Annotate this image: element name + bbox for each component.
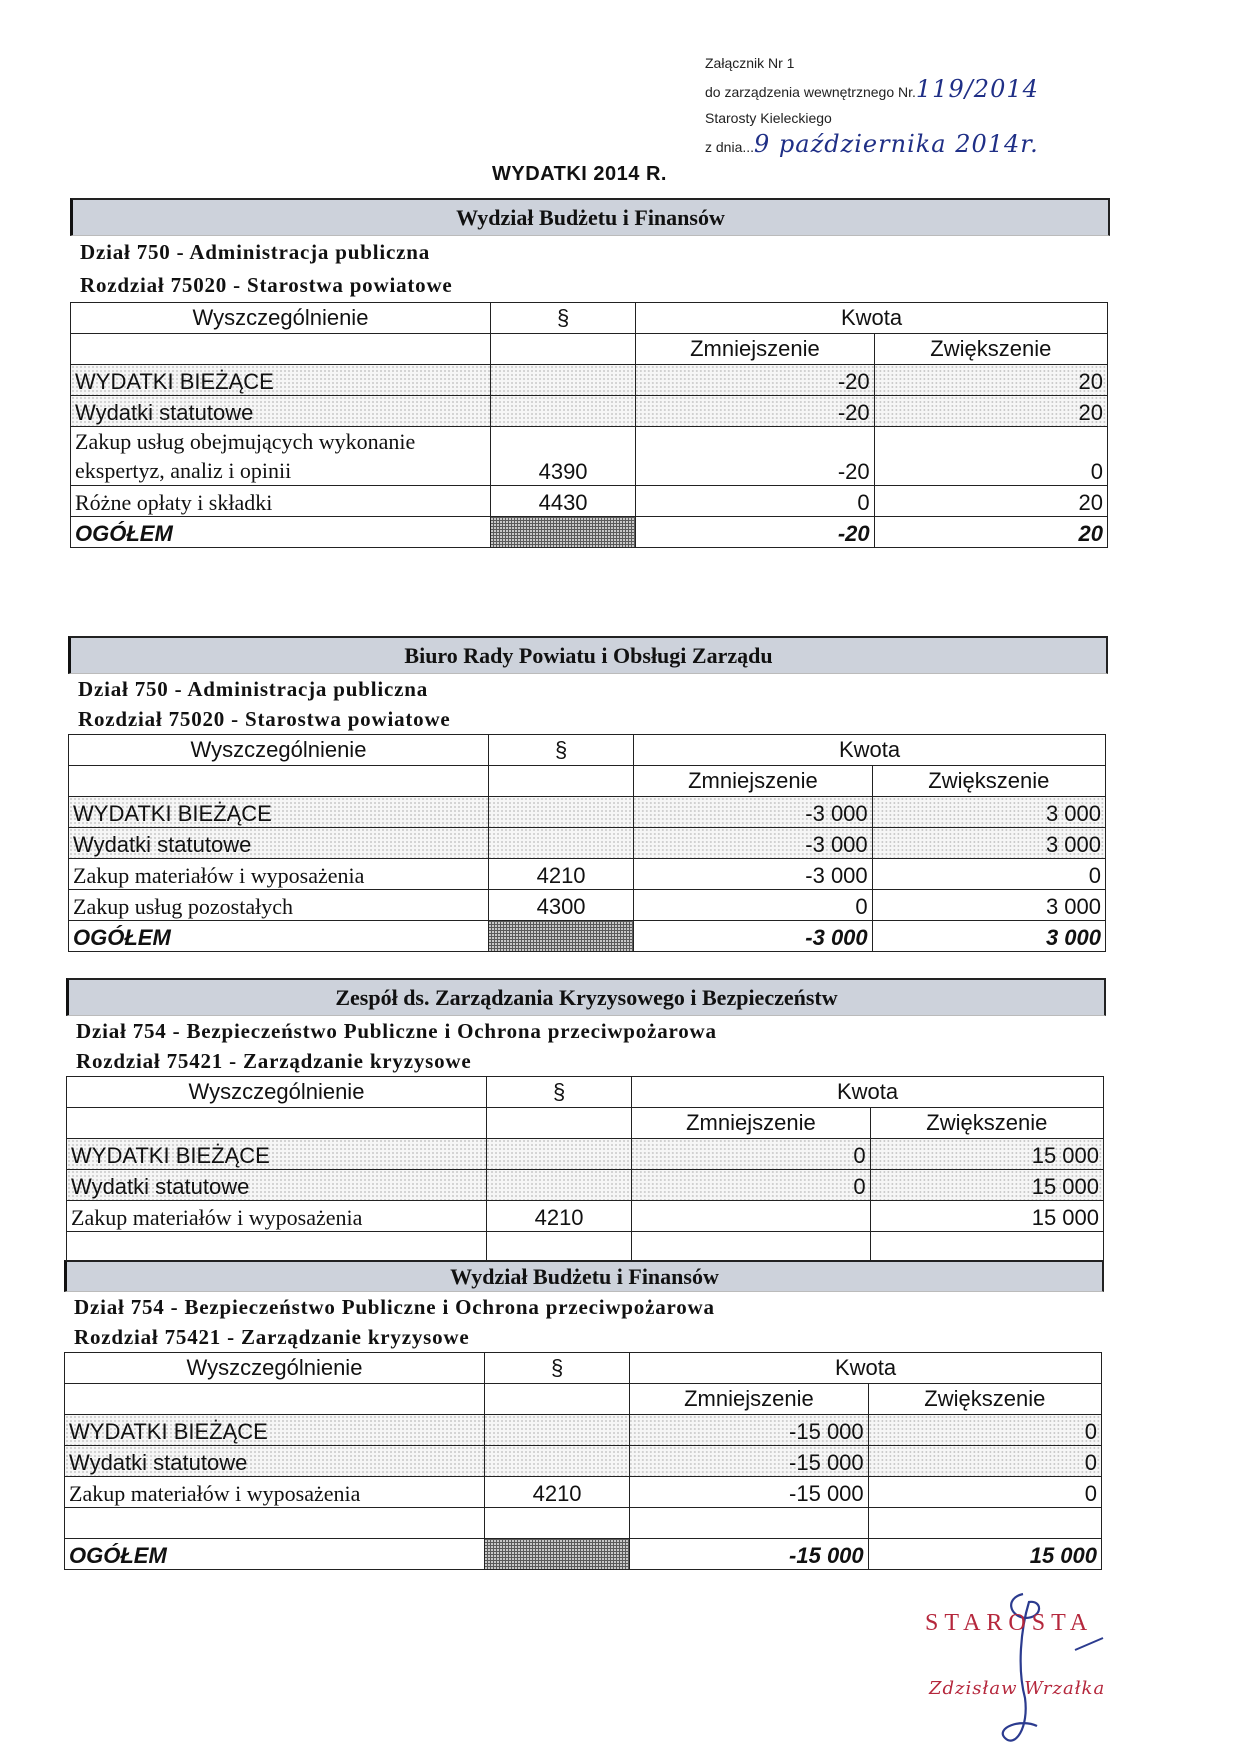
row-increase: 0 xyxy=(872,859,1105,890)
row-name: WYDATKI BIEŻĄCE xyxy=(65,1415,485,1446)
row-increase: 0 xyxy=(868,1477,1101,1508)
table-row xyxy=(71,427,1108,486)
col-header-increase: Zwiększenie xyxy=(870,1108,1103,1139)
row-decrease: 0 xyxy=(632,1139,871,1170)
empty-cell xyxy=(67,1108,487,1139)
budget-table xyxy=(64,1352,1102,1570)
table-row xyxy=(67,1139,1104,1170)
section-budget-finance-750 xyxy=(70,198,1110,548)
table-row xyxy=(67,1170,1104,1201)
total-decrease: -15 000 xyxy=(630,1539,869,1570)
annex-date-prefix: z dnia... xyxy=(705,139,755,155)
empty-cell xyxy=(488,766,633,797)
row-decrease: -15 000 xyxy=(630,1415,869,1446)
table-row xyxy=(71,396,1108,427)
table-row xyxy=(69,828,1106,859)
col-header-decrease: Zmniejszenie xyxy=(632,1108,871,1139)
row-name-text: Zakup usług obejmujących wykonanie ekspertyz, analiz i opinii xyxy=(75,429,416,483)
row-paragraph: 4210 xyxy=(484,1477,629,1508)
row-increase: 0 xyxy=(868,1415,1101,1446)
empty-cell xyxy=(65,1384,485,1415)
table-row xyxy=(71,365,1108,396)
table-row xyxy=(71,486,1108,517)
row-decrease: -3 000 xyxy=(634,797,873,828)
col-header-increase: Zwiększenie xyxy=(868,1384,1101,1415)
empty-cell xyxy=(486,1108,631,1139)
department-band: Zespół ds. Zarządzania Kryzysowego i Bezpieczeństw xyxy=(66,978,1106,1016)
row-increase: 15 000 xyxy=(870,1139,1103,1170)
row-increase: 20 xyxy=(874,365,1107,396)
row-paragraph: 4390 xyxy=(490,427,635,486)
row-name: Wydatki statutowe xyxy=(67,1170,487,1201)
table-header-row xyxy=(69,735,1106,766)
row-increase: 3 000 xyxy=(872,797,1105,828)
table-subheader-row xyxy=(65,1384,1102,1415)
annex-order-prefix: do zarządzenia wewnętrznego Nr. xyxy=(705,84,916,100)
row-decrease: -15 000 xyxy=(630,1477,869,1508)
empty-cell xyxy=(65,1508,485,1539)
stamp-title: STAROSTA xyxy=(925,1610,1094,1636)
annex-header xyxy=(705,50,1039,160)
total-decrease: -20 xyxy=(636,517,875,548)
row-name: Zakup materiałów i wyposażenia xyxy=(65,1477,485,1508)
empty-cell xyxy=(484,1508,629,1539)
row-increase: 15 000 xyxy=(870,1201,1103,1232)
col-header-amount: Kwota xyxy=(634,735,1106,766)
total-increase: 3 000 xyxy=(872,921,1105,952)
row-decrease: -20 xyxy=(636,427,875,486)
section-budget-finance-754 xyxy=(64,1260,1104,1570)
col-header-paragraph: § xyxy=(490,303,635,334)
col-header-paragraph: § xyxy=(488,735,633,766)
section-crisis-management-754 xyxy=(66,978,1106,1263)
document-title: WYDATKI 2014 R. xyxy=(492,163,667,185)
row-name: WYDATKI BIEŻĄCE xyxy=(71,365,491,396)
row-paragraph xyxy=(486,1139,631,1170)
dzial-heading: Dział 754 - Bezpieczeństwo Publiczne i Ochrona przeciwpożarowa xyxy=(74,1295,715,1319)
row-increase: 20 xyxy=(874,396,1107,427)
row-name: Zakup materiałów i wyposażenia xyxy=(67,1201,487,1232)
table-subheader-row xyxy=(69,766,1106,797)
table-row xyxy=(69,859,1106,890)
row-decrease: 0 xyxy=(632,1170,871,1201)
dzial-heading: Dział 754 - Bezpieczeństwo Publiczne i Ochrona przeciwpożarowa xyxy=(76,1019,717,1043)
total-row xyxy=(65,1539,1102,1570)
budget-table xyxy=(66,1076,1104,1263)
table-row xyxy=(65,1446,1102,1477)
section-council-office-750 xyxy=(68,636,1108,952)
table-row xyxy=(65,1415,1102,1446)
col-header-name: Wyszczególnienie xyxy=(65,1353,485,1384)
total-label: OGÓŁEM xyxy=(71,517,491,548)
annex-line-4 xyxy=(705,131,1039,160)
row-decrease: -20 xyxy=(636,396,875,427)
col-header-decrease: Zmniejszenie xyxy=(636,334,875,365)
annex-line-1: Załącznik Nr 1 xyxy=(705,55,795,71)
annex-line-2 xyxy=(705,76,1039,105)
total-row xyxy=(71,517,1108,548)
row-paragraph: 4210 xyxy=(486,1201,631,1232)
total-decrease: -3 000 xyxy=(634,921,873,952)
row-decrease: -3 000 xyxy=(634,828,873,859)
row-paragraph: 4430 xyxy=(490,486,635,517)
department-band: Wydział Budżetu i Finansów xyxy=(64,1260,1104,1292)
row-increase: 15 000 xyxy=(870,1170,1103,1201)
row-name: Wydatki statutowe xyxy=(65,1446,485,1477)
row-increase: 0 xyxy=(874,427,1107,486)
rozdzial-heading: Rozdział 75020 - Starostwa powiatowe xyxy=(78,707,451,731)
table-row xyxy=(65,1477,1102,1508)
col-header-amount: Kwota xyxy=(630,1353,1102,1384)
rozdzial-heading: Rozdział 75421 - Zarządzanie kryzysowe xyxy=(74,1325,470,1349)
row-name: Wydatki statutowe xyxy=(69,828,489,859)
row-paragraph xyxy=(486,1170,631,1201)
row-increase: 0 xyxy=(868,1446,1101,1477)
row-name xyxy=(71,427,491,486)
starosta-stamp xyxy=(925,1610,1145,1750)
col-header-increase: Zwiększenie xyxy=(874,334,1107,365)
rozdzial-heading: Rozdział 75020 - Starostwa powiatowe xyxy=(80,273,453,297)
empty-cell xyxy=(632,1232,871,1263)
table-subheader-row xyxy=(67,1108,1104,1139)
row-paragraph xyxy=(490,396,635,427)
table-header-row xyxy=(65,1353,1102,1384)
table-row xyxy=(69,890,1106,921)
col-header-amount: Kwota xyxy=(636,303,1108,334)
total-label: OGÓŁEM xyxy=(69,921,489,952)
dzial-heading: Dział 750 - Administracja publiczna xyxy=(80,240,431,264)
row-name: Zakup materiałów i wyposażenia xyxy=(69,859,489,890)
empty-cell xyxy=(870,1232,1103,1263)
row-name: Zakup usług pozostałych xyxy=(69,890,489,921)
annex-order-number: 119/2014 xyxy=(915,75,1039,103)
budget-table xyxy=(70,302,1108,548)
budget-table xyxy=(68,734,1106,952)
col-header-decrease: Zmniejszenie xyxy=(634,766,873,797)
empty-cell xyxy=(630,1508,869,1539)
total-label: OGÓŁEM xyxy=(65,1539,485,1570)
row-name: WYDATKI BIEŻĄCE xyxy=(67,1139,487,1170)
col-header-amount: Kwota xyxy=(632,1077,1104,1108)
total-row xyxy=(69,921,1106,952)
empty-cell xyxy=(484,1384,629,1415)
row-increase: 20 xyxy=(874,486,1107,517)
dzial-heading: Dział 750 - Administracja publiczna xyxy=(78,677,429,701)
row-paragraph xyxy=(490,365,635,396)
row-paragraph xyxy=(488,797,633,828)
total-increase: 15 000 xyxy=(868,1539,1101,1570)
empty-cell xyxy=(490,334,635,365)
col-header-name: Wyszczególnienie xyxy=(69,735,489,766)
row-paragraph: 4300 xyxy=(488,890,633,921)
col-header-name: Wyszczególnienie xyxy=(71,303,491,334)
col-header-increase: Zwiększenie xyxy=(872,766,1105,797)
annex-date: 9 października 2014r. xyxy=(754,130,1039,158)
table-header-row xyxy=(71,303,1108,334)
col-header-paragraph: § xyxy=(486,1077,631,1108)
row-decrease: 0 xyxy=(634,890,873,921)
hatched-cell xyxy=(484,1539,629,1570)
empty-cell xyxy=(69,766,489,797)
total-increase: 20 xyxy=(874,517,1107,548)
row-paragraph: 4210 xyxy=(488,859,633,890)
department-band: Biuro Rady Powiatu i Obsługi Zarządu xyxy=(68,636,1108,674)
table-subheader-row xyxy=(71,334,1108,365)
row-name: WYDATKI BIEŻĄCE xyxy=(69,797,489,828)
empty-cell xyxy=(67,1232,487,1263)
row-decrease: -3 000 xyxy=(634,859,873,890)
row-decrease: -20 xyxy=(636,365,875,396)
col-header-decrease: Zmniejszenie xyxy=(630,1384,869,1415)
row-paragraph xyxy=(484,1446,629,1477)
col-header-name: Wyszczególnienie xyxy=(67,1077,487,1108)
row-name: Różne opłaty i składki xyxy=(71,486,491,517)
empty-cell xyxy=(868,1508,1101,1539)
row-paragraph xyxy=(488,828,633,859)
empty-cell xyxy=(486,1232,631,1263)
col-header-paragraph: § xyxy=(484,1353,629,1384)
table-row xyxy=(69,797,1106,828)
row-name: Wydatki statutowe xyxy=(71,396,491,427)
row-increase: 3 000 xyxy=(872,828,1105,859)
empty-cell xyxy=(71,334,491,365)
row-decrease xyxy=(632,1201,871,1232)
department-band: Wydział Budżetu i Finansów xyxy=(70,198,1110,236)
table-row-empty xyxy=(67,1232,1104,1263)
table-row xyxy=(67,1201,1104,1232)
row-decrease: 0 xyxy=(636,486,875,517)
hatched-cell xyxy=(490,517,635,548)
table-header-row xyxy=(67,1077,1104,1108)
table-row-empty xyxy=(65,1508,1102,1539)
hatched-cell xyxy=(488,921,633,952)
stamp-signature-name: Zdzisław Wrzałka xyxy=(929,1678,1106,1699)
row-decrease: -15 000 xyxy=(630,1446,869,1477)
annex-line-3: Starosty Kieleckiego xyxy=(705,110,832,126)
row-increase: 3 000 xyxy=(872,890,1105,921)
row-paragraph xyxy=(484,1415,629,1446)
rozdzial-heading: Rozdział 75421 - Zarządzanie kryzysowe xyxy=(76,1049,472,1073)
